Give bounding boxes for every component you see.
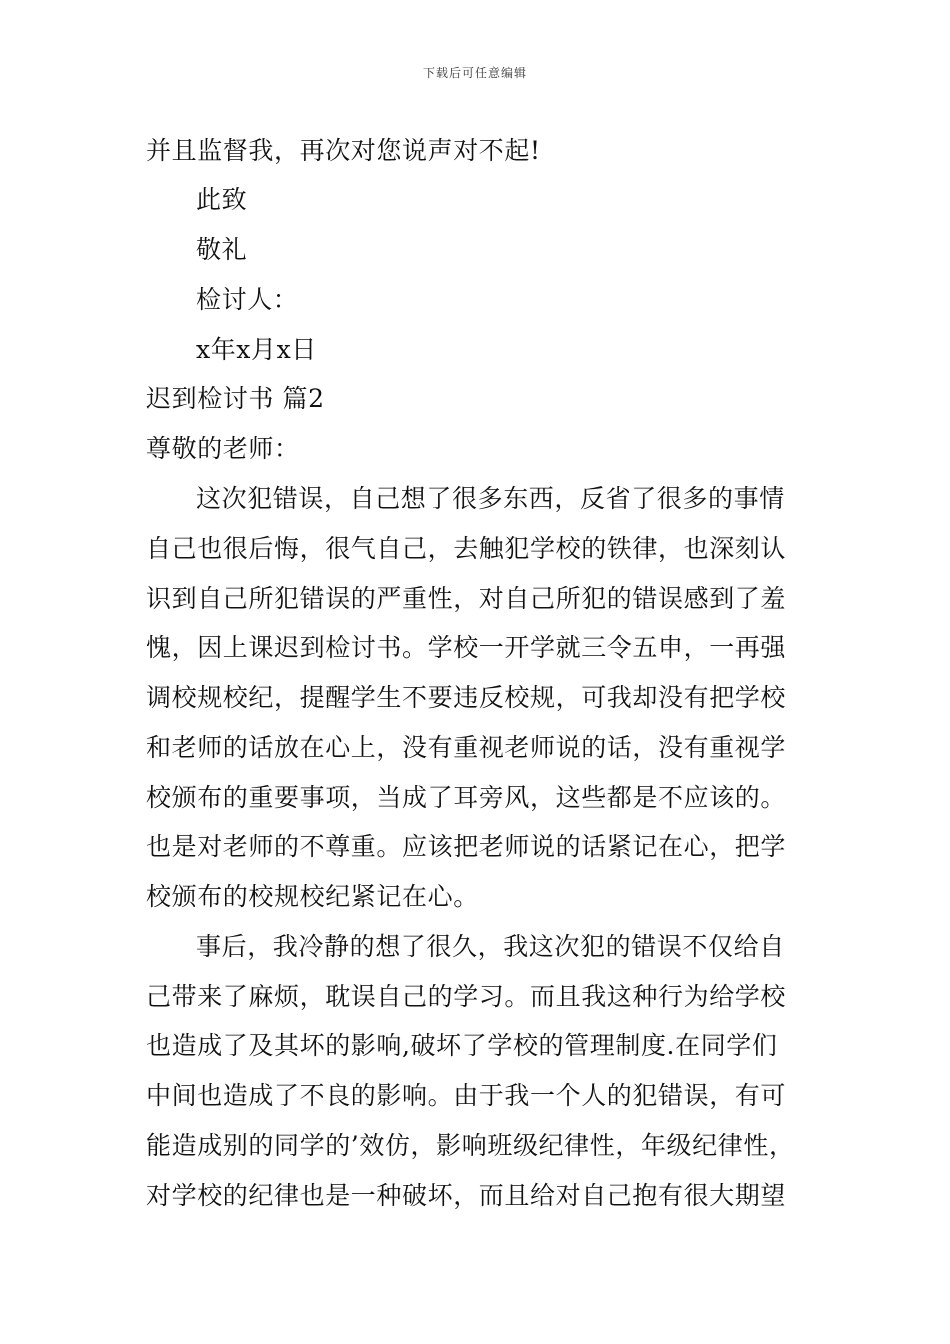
closing-salutation: 此致	[196, 185, 248, 214]
paragraph-line: 也造成了及其坏的影响,破坏了学校的管理制度.在同学们	[146, 1031, 778, 1060]
paragraph-line: 识到自己所犯错误的严重性，对自己所犯的错误感到了羞	[146, 584, 787, 613]
section-title: 迟到检讨书 篇2	[146, 384, 325, 413]
paragraph-line: 校颁布的校规校纪紧记在心。	[146, 882, 479, 911]
paragraph-line: 己带来了麻烦，耽误自己的学习。而且我这种行为给学校	[146, 982, 787, 1011]
closing-respect: 敬礼	[196, 235, 248, 264]
greeting: 尊敬的老师：	[146, 434, 300, 463]
paragraph-line: 中间也造成了不良的影响。由于我一个人的犯错误，有可	[146, 1081, 787, 1110]
paragraph-line: 能造成别的同学的’效仿，影响班级纪律性，年级纪律性，	[146, 1131, 795, 1160]
paragraph-line: 调校规校纪，提醒学生不要违反校规，可我却没有把学校	[146, 683, 787, 712]
signature-label: 检讨人：	[196, 285, 299, 314]
paragraph-line: 对学校的纪律也是一种破坏，而且给对自己抱有很大期望	[146, 1181, 787, 1210]
date-line: x年x月x日	[196, 335, 317, 364]
paragraph-line: 和老师的话放在心上，没有重视老师说的话，没有重视学	[146, 733, 787, 762]
paragraph-line: 校颁布的重要事项，当成了耳旁风，这些都是不应该的。	[146, 783, 787, 812]
paragraph-line: 这次犯错误，自己想了很多东西，反省了很多的事情	[196, 484, 785, 513]
paragraph-line: 自己也很后悔，很气自己，去触犯学校的铁律，也深刻认	[146, 534, 787, 563]
header-note: 下载后可任意编辑	[422, 66, 527, 80]
body-line: 并且监督我，再次对您说声对不起!	[146, 136, 541, 165]
paragraph-line: 也是对老师的不尊重。应该把老师说的话紧记在心，把学	[146, 832, 787, 861]
paragraph-line: 愧，因上课迟到检讨书。学校一开学就三令五申，一再强	[146, 633, 787, 662]
paragraph-line: 事后，我冷静的想了很久，我这次犯的错误不仅给自	[196, 932, 785, 961]
